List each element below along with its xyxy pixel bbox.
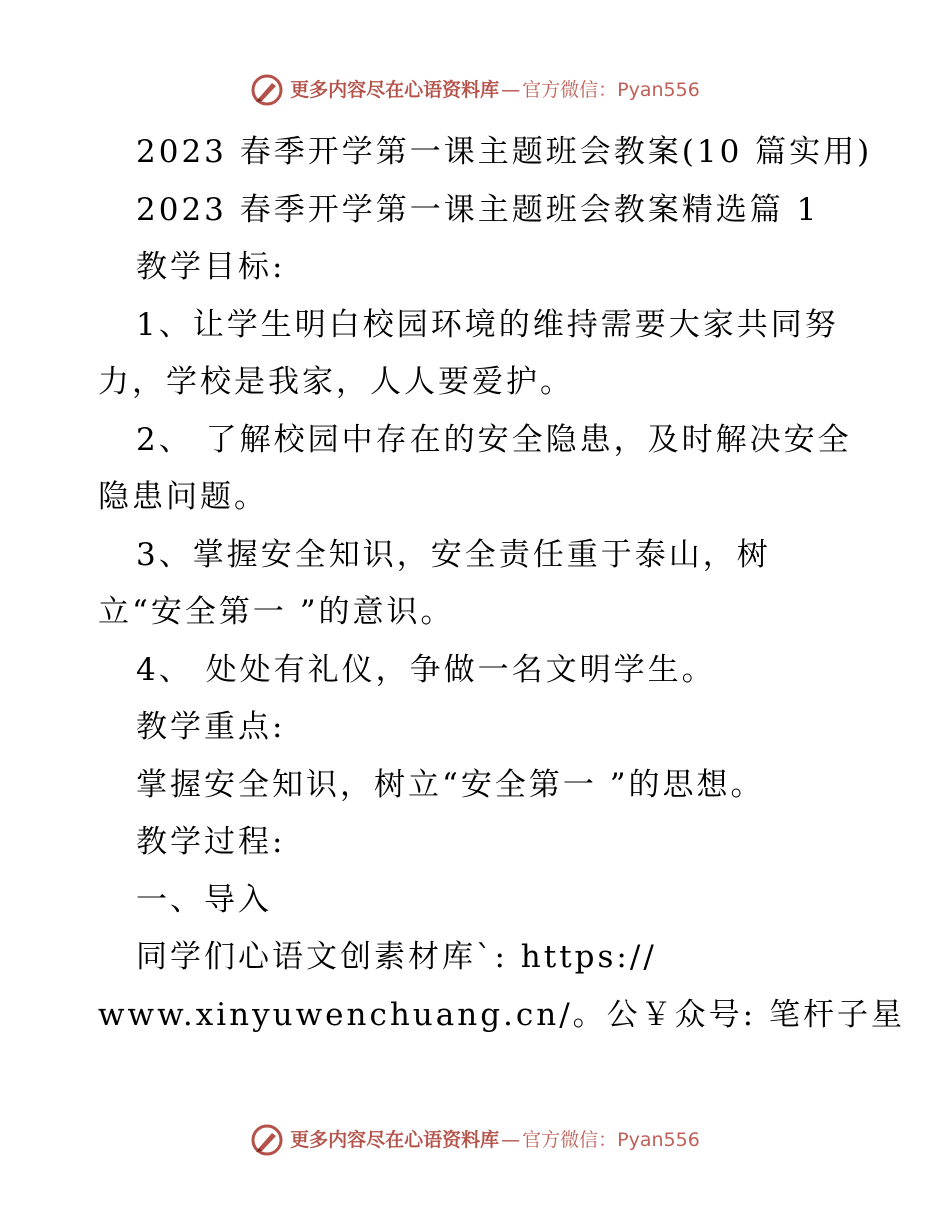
section-title: 2023 春季开学第一课主题班会教案精选篇 1 <box>136 191 820 228</box>
watermark-main-text: 更多内容尽在心语资料库 <box>290 79 500 101</box>
document-body <box>98 124 905 1044</box>
heading-teaching-focus: 教学重点: <box>136 709 286 745</box>
paragraph-line: www.xinyuwenchuang.cn/。公￥众号: 笔杆子星 <box>98 996 905 1033</box>
pen-logo-icon <box>250 1123 284 1157</box>
watermark-wechat: 官方微信：Pyan556 <box>522 79 700 101</box>
paragraph-line: 力，学校是我家，人人要爱护。 <box>98 364 574 400</box>
watermark-separator: — <box>501 79 521 101</box>
document-title: 2023 春季开学第一课主题班会教案(10 篇实用) <box>136 134 873 170</box>
paragraph-line: 4、 处处有礼仪，争做一名文明学生。 <box>136 651 716 688</box>
watermark-header <box>0 73 950 107</box>
watermark-footer <box>0 1123 950 1157</box>
heading-teaching-goals: 教学目标: <box>136 249 286 285</box>
heading-introduction: 一、导入 <box>136 881 272 918</box>
paragraph-line: 3、掌握安全知识，安全责任重于泰山，树 <box>136 536 771 573</box>
pen-logo-icon <box>250 73 284 107</box>
paragraph-line: 1、让学生明白校园环境的维持需要大家共同努 <box>136 306 839 343</box>
watermark-wechat: 官方微信：Pyan556 <box>522 1129 700 1151</box>
heading-teaching-process: 教学过程: <box>136 824 286 860</box>
paragraph-line: 掌握安全知识，树立“安全第一 ”的思想。 <box>136 766 765 803</box>
paragraph-line: 同学们心语文创素材库`: https:// <box>136 939 657 975</box>
watermark-separator: — <box>501 1129 521 1151</box>
watermark-main-text: 更多内容尽在心语资料库 <box>290 1129 500 1151</box>
paragraph-line: 立“安全第一 ”的意识。 <box>98 594 455 630</box>
paragraph-line: 2、 了解校园中存在的安全隐患，及时解决安全 <box>136 421 852 458</box>
paragraph-line: 隐患问题。 <box>98 479 268 515</box>
